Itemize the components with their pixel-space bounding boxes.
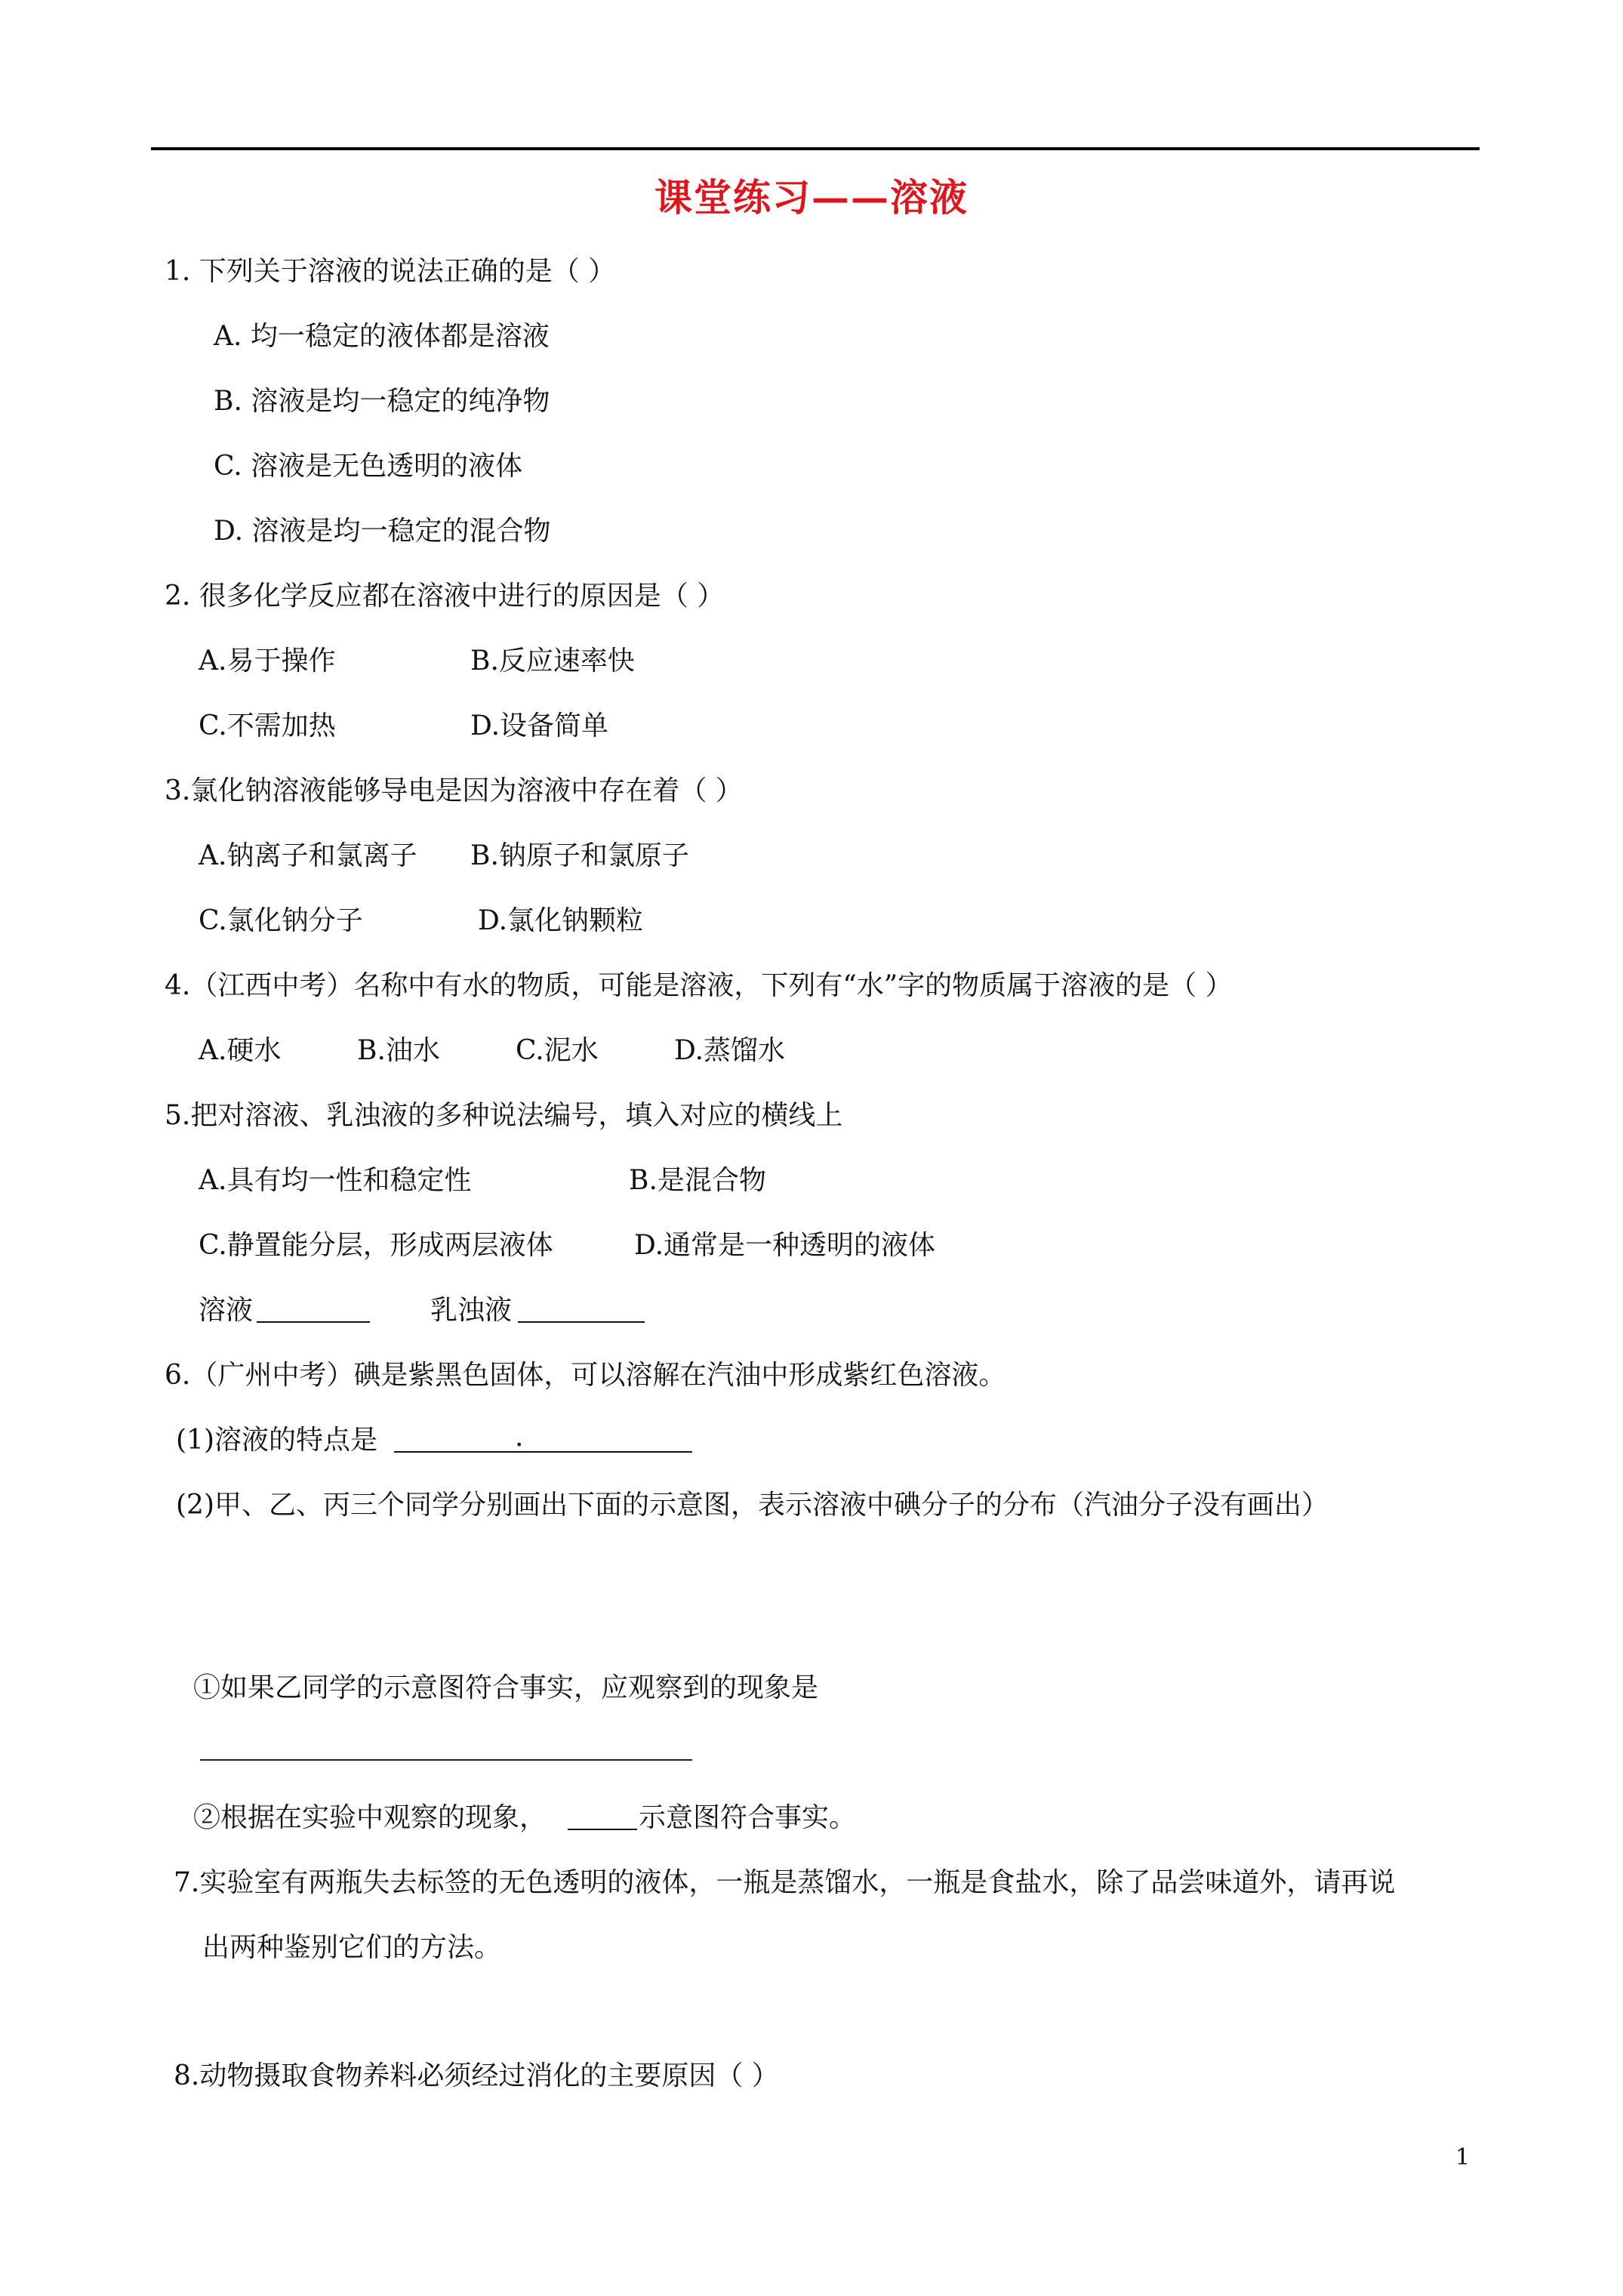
q5-emulsion-label: 乳浊液 xyxy=(430,1295,513,1326)
q3-stem: 3.氯化钠溶液能够导电是因为溶液中存在着（ ） xyxy=(165,775,743,806)
q5-solution-blank[interactable] xyxy=(257,1294,370,1323)
page-number: 1 xyxy=(1455,2144,1471,2171)
q2-stem: 2. 很多化学反应都在溶液中进行的原因是（ ） xyxy=(165,581,725,612)
q7-line-2: 出两种鉴别它们的方法。 xyxy=(202,1932,502,1963)
q3-option-b: B.钠原子和氯原子 xyxy=(470,840,689,871)
q2-option-a: A.易于操作 xyxy=(199,646,336,676)
q6-subquestion-1: ①如果乙同学的示意图符合事实，应观察到的现象是 xyxy=(193,1672,819,1703)
q1-option-a: A. 均一稳定的液体都是溶液 xyxy=(214,321,550,352)
q6-part2: (2)甲、乙、丙三个同学分别画出下面的示意图，表示溶液中碘分子的分布（汽油分子没有画出） xyxy=(176,1490,1329,1521)
q5-emulsion-blank[interactable] xyxy=(518,1294,645,1323)
q3-option-c: C.氯化钠分子 xyxy=(199,905,363,936)
q6-subquestion-1-blank[interactable] xyxy=(200,1759,692,1761)
header-rule xyxy=(151,147,1480,150)
q5-option-d: D.通常是一种透明的液体 xyxy=(634,1230,936,1261)
q1-option-c: C. 溶液是无色透明的液体 xyxy=(214,451,523,482)
q2-option-d: D.设备简单 xyxy=(470,710,609,741)
q6-subquestion-2-blank[interactable] xyxy=(568,1801,637,1830)
page-title: 课堂练习——溶液 xyxy=(654,175,969,220)
q6-part1-dot: . xyxy=(515,1422,524,1453)
q6-part1-label: (1)溶液的特点是 xyxy=(176,1425,377,1456)
q4-option-b: B.油水 xyxy=(357,1035,440,1066)
q5-option-b: B.是混合物 xyxy=(629,1165,766,1196)
q4-option-c: C.泥水 xyxy=(516,1035,599,1066)
q4-option-d: D.蒸馏水 xyxy=(674,1035,786,1066)
q6-subquestion-2-post: 示意图符合事实。 xyxy=(639,1802,857,1833)
q6-part1-blank[interactable] xyxy=(394,1424,692,1453)
q4-option-a: A.硬水 xyxy=(199,1035,282,1066)
q5-stem: 5.把对溶液、乳浊液的多种说法编号，填入对应的横线上 xyxy=(165,1100,843,1131)
q8-stem: 8.动物摄取食物养料必须经过消化的主要原因（ ） xyxy=(174,2060,779,2091)
q5-option-a: A.具有均一性和稳定性 xyxy=(199,1165,472,1196)
q1-stem: 1. 下列关于溶液的说法正确的是（ ） xyxy=(165,256,616,287)
q2-option-c: C.不需加热 xyxy=(199,710,336,741)
q6-subquestion-2-pre: ②根据在实验中观察的现象， xyxy=(193,1802,547,1833)
q6-stem: 6.（广州中考）碘是紫黑色固体，可以溶解在汽油中形成紫红色溶液。 xyxy=(165,1360,1006,1391)
q3-option-a: A.钠离子和氯离子 xyxy=(199,840,417,871)
q5-solution-label: 溶液 xyxy=(199,1295,254,1326)
q1-option-d: D. 溶液是均一稳定的混合物 xyxy=(214,516,551,547)
q2-option-b: B.反应速率快 xyxy=(470,646,635,676)
q5-option-c: C.静置能分层，形成两层液体 xyxy=(199,1230,553,1261)
q3-option-d: D.氯化钠颗粒 xyxy=(478,905,644,936)
q1-option-b: B. 溶液是均一稳定的纯净物 xyxy=(214,386,550,417)
q4-stem: 4.（江西中考）名称中有水的物质，可能是溶液，下列有“水”字的物质属于溶液的是（ ） xyxy=(165,970,1233,1001)
q7-line-1: 7.实验室有两瓶失去标签的无色透明的液体，一瓶是蒸馏水，一瓶是食盐水，除了品尝味道外，请再说 xyxy=(174,1867,1396,1898)
